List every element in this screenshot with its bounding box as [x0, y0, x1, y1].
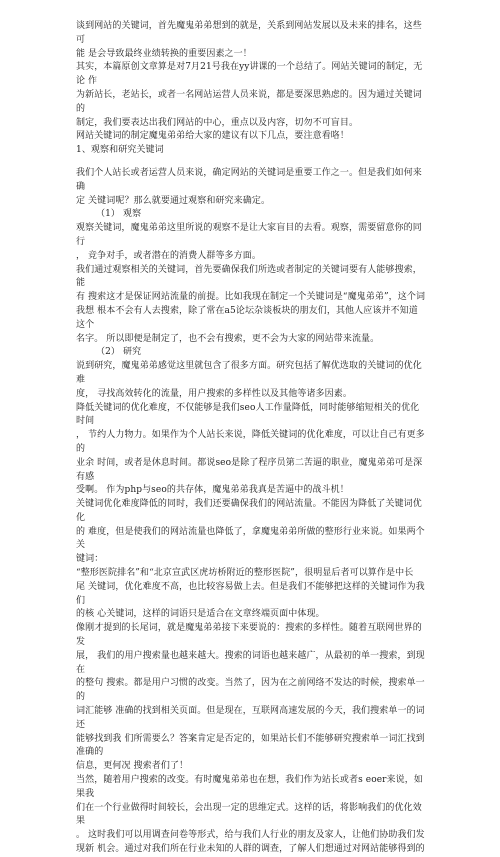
text-line: 名字。 所以即便是制定了，也不会有搜索，更不会为大家的网站带来流量。 [76, 333, 380, 344]
text-line: 我们个人站长或者运营人员来说，确定网站的关键词是重要工作之一。但是我们如何来确 [76, 167, 422, 192]
text-line: 能够找到我 们所需要么？答案肯定是否定的，如果站长们不能够研究搜索单一词汇找到准确的 [76, 733, 425, 758]
text-line: （2） 研究 [96, 347, 142, 358]
text-line: 网站关键词的制定魔鬼弟弟给大家的建议有以下几点，要注意看咯！ [76, 131, 350, 142]
text-line: 关键词优化难度降低的同时，我们还要确保我们的网站流量。不能因为降低了关键词优化 [76, 499, 422, 523]
text-line: “整形医院排名”和“北京宣武区虎坊桥附近的整形医院”，很明显后者可以算作是中长 [76, 568, 414, 579]
text-line: 现新 机会。通过对我们所在行业未知的人群的调查，了解人们想通过对网站能够得到的 [76, 844, 425, 855]
text-line: 其实，本篇原创文章算是对7月21号我在yy讲课的一个总结了。网站关键词的制定，无论 作 [76, 62, 423, 87]
text-line: 信息，更何况 搜索者们了！ [76, 761, 189, 772]
text-line: 制定，我们要表达出我们网站的中心，重点以及内容，切勿不可盲目。 [76, 117, 359, 128]
paragraph-spacer [76, 158, 426, 167]
text-line: 能 是会导致最终业绩转换的重要因素之一！ [76, 48, 252, 59]
text-line: 我想 根本不会有人去搜索，除了常在a5论坛杂谈板块的朋友们，其他人应该并不知道这个 [76, 305, 418, 330]
text-line: 词汇能够 准确的找到相关页面。但是现在，互联网高速发展的今天，我们搜索单一的词还 [76, 706, 425, 730]
text-line: 降低关键词的优化难度，不仅能够是我们seo人工作量降低，同时能够缩短相关的优化时间 [76, 402, 420, 427]
text-line: 说到研究，魔鬼弟弟感觉这里就包含了很多方面。研究包括了解优选取的关键词的优化难 [76, 361, 422, 385]
text-line: 受啊。 作为php与seo的共存体，魔鬼弟弟我真是苦逼中的战斗机！ [76, 485, 349, 496]
text-line: ， 竞争对手，或者潜在的消费人群等多方面。 [76, 250, 261, 261]
text-line: （1） 观察 [96, 209, 142, 220]
text-line: 观察关键词，魔鬼弟弟这里所说的观察不是让大家盲目的去看。观察，需要留意你的同行 [76, 223, 422, 247]
text-line: 当然，随着用户搜索的改变。有时魔鬼弟弟也在想，我们作为站长或者s eoer来说，如果我 [76, 775, 423, 799]
text-line: 业余 时间，或者是休息时间。都说seo是除了程序员第二苦逼的职业，魔鬼弟弟可是深有感 [76, 457, 423, 482]
text-line: 的核 心关键词，这样的词语只是适合在文章终端页面中体现。 [76, 609, 325, 620]
text-line: 的整句 搜索。都是用户习惯的改变。当然了，因为在之前网络不发达的时候，搜索单一的 [76, 678, 425, 703]
text-line: 有 搜索这才是保证网站流量的前提。比如我现在制定一个关键词是“魔鬼弟弟”，这个词 [76, 292, 426, 303]
text-line: ， 节约人力物力。如果作为个人站长来说，降低关键词的优化难度，可以让自己有更多的 [76, 430, 425, 454]
text-line: 们在一个行业做得时间较长，会出现一定的思维定式。这样的话，将影响我们的优化效果 [76, 802, 422, 827]
text-line: 我们通过观察相关的关键词，首先要确保我们所选或者制定的关键词要有人能够搜索，能 [76, 264, 422, 289]
text-line: 的 难度，但是使我们的网站流量也降低了，拿魔鬼弟弟所做的整形行业来说。如果两个关 [76, 526, 425, 551]
text-line: 定 关键词呢？那么就要通过观察和研究来确定。 [76, 195, 271, 206]
text-line: 度， 寻找高效转化的流量，用户搜索的多样性以及其他等诸多因素。 [76, 388, 352, 399]
text-line: 谈到网站的关键词，首先魔鬼弟弟想到的就是，关系到网站发展以及未来的排名，这些可 [76, 21, 422, 45]
text-line: 。 这时我们可以用调查问卷等形式，给与我们人行业的朋友及家人，让他们协助我们发 [76, 830, 425, 841]
text-line: 尾 关键词，优化难度不高，也比较容易做上去。但是我们不能够把这样的关键词作为我们 [76, 581, 425, 606]
text-line: 展， 我们的用户搜索量也越来越大。搜索的词语也越来越广，从最初的单一搜索，到现在 [76, 650, 425, 675]
document-body [76, 20, 426, 857]
text-line: 1、观察和研究关键词 [76, 145, 164, 156]
text-line: 为新站长，老站长，或者一名网站运营人员来说，都是要深思熟虑的。因为通过关键词的 [76, 89, 422, 114]
text-line: 键词： [76, 554, 104, 565]
text-line: 像刚才提到的长尾词，就是魔鬼弟弟接下来要说的：搜索的多样性。随着互联网世界的发 [76, 623, 422, 648]
